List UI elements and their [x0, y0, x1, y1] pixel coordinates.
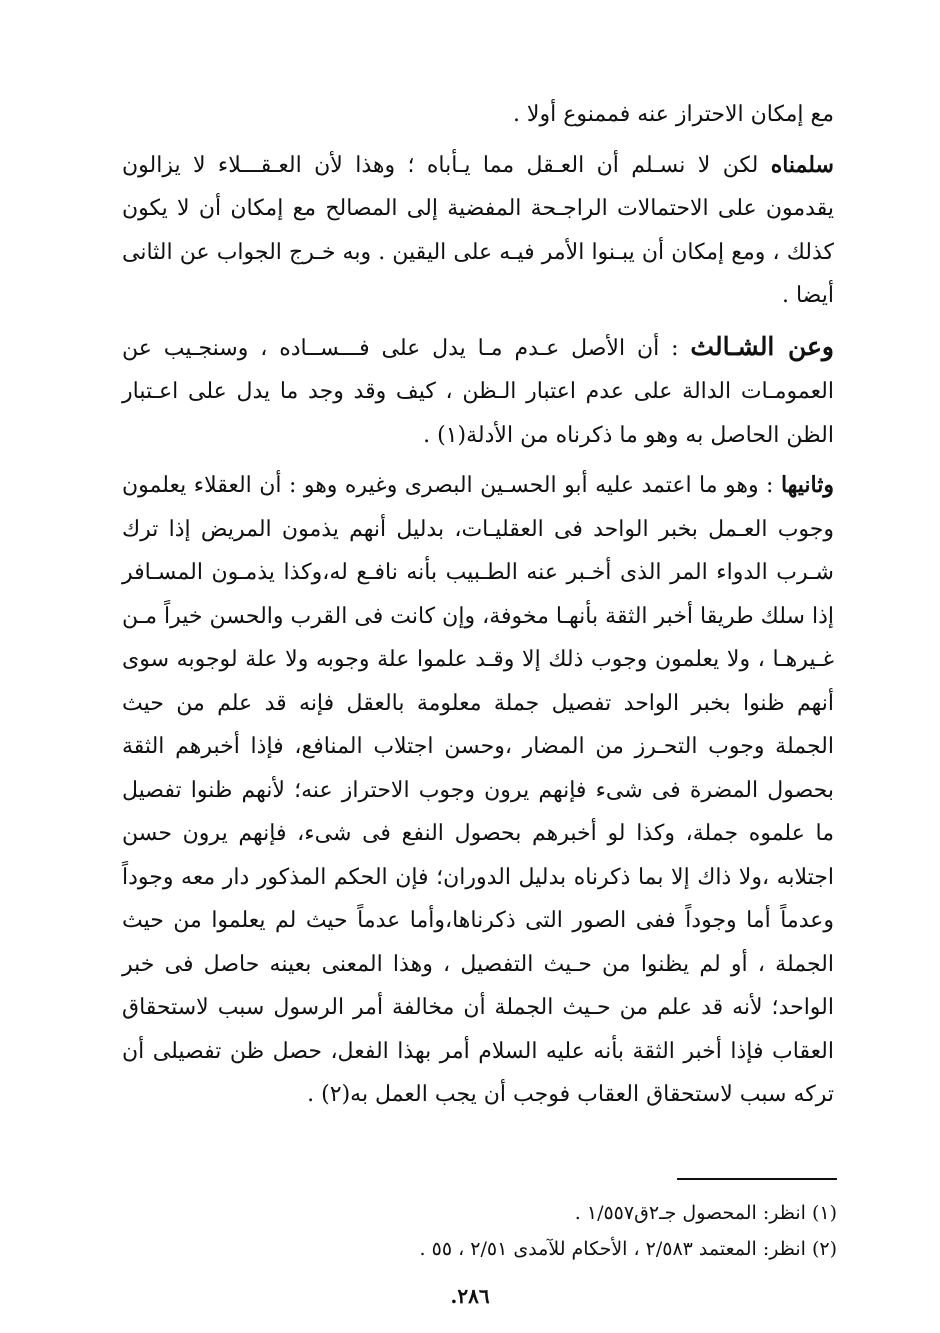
- paragraph-lead: سلمناه: [770, 151, 834, 178]
- page-number: ٢٨٦.: [450, 1284, 490, 1308]
- paragraph-4: [122, 464, 834, 1117]
- footnote-divider: [677, 1178, 837, 1180]
- paragraph-2: [122, 144, 834, 318]
- footnotes: [237, 1195, 837, 1267]
- footnote-2: (٢) انظر: المعتمد ٢/٥٨٣ ، الأحكام للآمدى ٢/٥١ ، ٥٥ .: [419, 1238, 837, 1260]
- paragraph-text: لكن لا نسـلم أن العـقل مما يـأباه ؛ وهذا لأن العـقـــلاء لا يزالون يقدمون على الاحتمالات الراجـحة المفضية إلى المصالح مع إمكان أن لا يكون كذلك ، ومع إمكان أن يبـنوا الأمر فيـه على اليقين . وبه خـرج الجواب عن الثانى أيضا .: [122, 152, 835, 308]
- paragraph-lead: وعن الشـالث: [690, 331, 834, 361]
- paragraph-3: [122, 325, 834, 458]
- paragraph-text: : وهو ما اعتمد عليه أبو الحسـين البصرى وغيره وهو : أن العقلاء يعلمون وجوب العـمل بخبر الواحد فى العقليـات، بدليل أنهم يذمون المريض إذا ترك شـرب الدواء المر الذى أخـبر عنه الطـبيب بأنه نافـع له،وكذا يذمـون المسـافر إذا سلك طريقا أخبر الثقة بأنهـا مخوفة، وإن كانت فى القرب والحسن خيراً مـن غـيرهـا ، ولا يعلمون وجوب ذلك إلا وقـد علموا علة وجوبه ولا علة لوجوبه سوى أنهم ظنوا بخبر الواحد تفصيل جملة معلومة بالعقل فإنه قد علم من حيث الجملة وجوب التحـرز من المضار ،وحسن اجتلاب المنافع، فإذا أخبرهم الثقة بحصول المضرة فى شىء فإنهم يرون وجوب الاحتراز عنه؛ لأنهم ظنوا تفصيل ما علموه جملة، وكذا لو أخبرهم بحصول النفع فى شىء، فإنهم يرون حسن اجتلابه ،ولا ذاك إلا بما ذكرناه بدليل الدوران؛ فإن الحكم المذكور دار معه وجوداً وعدماً أما وجوداً ففى الصور التى ذكرناها،وأما عدماً حيث لم يعلموا من حيث الجملة ، أو لم يظنوا من حـيث التفصيل ، وهذا المعنى بعينه حاصل فى خبر الواحد؛ لأنه قد علم من حـيث الجملة أن مخالفة أمر الرسول سبب لاستحقاق العقاب فإذا أخبر الثقة بأنه عليه السلام أمر بهذا الفعل، حصل ظن تفصيلى أن تركه سبب لاستحقاق العقاب فوجب أن يجب العمل به(٢) .: [122, 473, 834, 1107]
- paragraph-text: مع إمكان الاحتراز عنه فممنوع أولا .: [512, 102, 834, 127]
- paragraph-text: : أن الأصل عـدم مـا يدل على فـــســاده ، وسنجـيب عن العمومـات الدالة على عدم اعتبار الـظن ، كيف وقد وجد ما يدل على اعـتبار الظن الحاصل به وهو ما ذكرناه من الأدلة(١) .: [122, 335, 834, 448]
- main-text: [122, 93, 834, 1117]
- paragraph-lead: وثانيها: [780, 472, 834, 498]
- footnote-1: (١) انظر: المحصول جـ٢ق١/٥٥٧ .: [574, 1202, 837, 1224]
- paragraph-1: [122, 93, 834, 137]
